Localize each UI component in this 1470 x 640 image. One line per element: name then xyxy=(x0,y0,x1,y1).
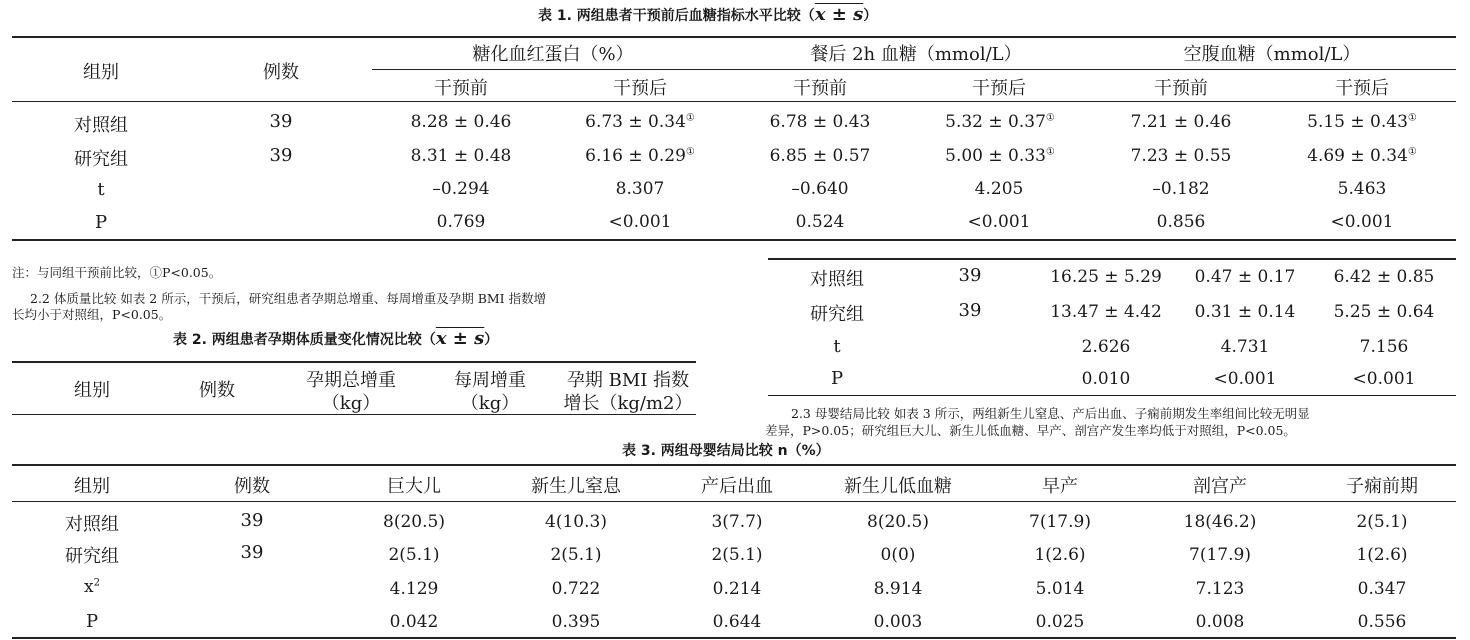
table1-cell: 6.78 ± 0.43 xyxy=(769,112,871,132)
table1-title-close: ） xyxy=(863,8,878,24)
table3-cell: 0.722 xyxy=(551,579,601,599)
table1-cell-value: 5.00 ± 0.33 xyxy=(945,146,1046,166)
table3-cell: 18(46.2) xyxy=(1183,512,1257,532)
table1-sub-header: 干预前 xyxy=(1154,78,1208,99)
table2-cell: 4.731 xyxy=(1220,337,1270,357)
table3-cell: 1(2.6) xyxy=(1356,545,1408,565)
table1-header-rule xyxy=(12,101,1456,102)
table2-title-text: 表 2. 两组患者孕期体质量变化情况比较（ xyxy=(173,332,436,348)
table3-cell: 0.008 xyxy=(1195,612,1245,632)
table1-row-label: 研究组 xyxy=(74,149,128,170)
table3-bottom-rule xyxy=(12,637,1456,639)
table1-marker: ① xyxy=(1045,146,1055,158)
table2-col-group: 组别 xyxy=(74,380,110,401)
table3-col-header: 巨大儿 xyxy=(387,476,441,497)
table1-cell: 4.205 xyxy=(974,179,1024,199)
table1-row-label: t xyxy=(97,179,105,200)
table1-cell: 0.524 xyxy=(795,212,845,232)
table3-row-label-text: x xyxy=(84,577,94,597)
table1-title xyxy=(538,4,877,25)
table3-cell: 8(20.5) xyxy=(383,512,445,532)
table1-row-label: P xyxy=(94,212,108,233)
table3-cell: 4(10.3) xyxy=(545,512,607,532)
table2-row-n: 39 xyxy=(958,300,982,321)
table3-row-label: 研究组 xyxy=(65,546,119,567)
table1-cell: 0.769 xyxy=(436,212,486,232)
table1-marker: ① xyxy=(1407,112,1417,124)
table3-cell: 0.214 xyxy=(712,579,762,599)
table3-col-header: 早产 xyxy=(1042,476,1078,497)
table3-cell: 0.644 xyxy=(712,612,762,632)
table2-row-label: 研究组 xyxy=(810,304,864,325)
table1-cell: 8.31 ± 0.48 xyxy=(410,146,512,166)
table3-cell: 7(17.9) xyxy=(1189,545,1251,565)
table2-cell: <0.001 xyxy=(1213,369,1277,389)
table1-cell: <0.001 xyxy=(1330,212,1394,232)
table1-marker: ① xyxy=(685,112,695,124)
table3-cell: 8(20.5) xyxy=(867,512,929,532)
table3-title: 表 3. 两组母婴结局比较 n（%） xyxy=(622,443,830,459)
table1-group-rule xyxy=(372,69,1456,70)
table2-title-close: ） xyxy=(484,332,499,348)
table1-marker: ① xyxy=(1045,112,1055,124)
table1-cell: 7.21 ± 0.46 xyxy=(1130,112,1232,132)
table1-cell: 7.23 ± 0.55 xyxy=(1130,146,1232,166)
table1-cell: 5.463 xyxy=(1337,179,1387,199)
table2-cell: 13.47 ± 4.42 xyxy=(1050,302,1162,322)
table2-top-rule xyxy=(12,361,696,363)
table1-sub-header: 干预后 xyxy=(972,78,1026,99)
table1-cell: <0.001 xyxy=(608,212,672,232)
section-2-2-para-cont: 长均小于对照组，P<0.05。 xyxy=(12,307,172,322)
table1-cell xyxy=(945,112,1055,132)
table3-cell: 2(5.1) xyxy=(550,545,602,565)
table3-row-label: 对照组 xyxy=(65,514,119,535)
table2-row-label: 对照组 xyxy=(810,269,864,290)
table1-stat-symbol: x ± s xyxy=(814,4,864,25)
table2-cell: 2.626 xyxy=(1081,337,1131,357)
table2-row-n: 39 xyxy=(958,265,982,286)
table3-row-label: P xyxy=(85,611,99,632)
table1-note: 注：与同组干预前比较，①P<0.05。 xyxy=(12,265,222,280)
section-2-3-para-cont: 差异，P>0.05；研究组巨大儿、新生儿低血糖、早产、剖宫产发生率均低于对照组，P<0.05。 xyxy=(765,423,1296,438)
table1-row-label: 对照组 xyxy=(74,115,128,136)
table1-row-n: 39 xyxy=(269,111,293,132)
table3-row-n: 39 xyxy=(240,510,264,531)
table2-body-top-rule xyxy=(768,258,1456,260)
table1-cell: 8.307 xyxy=(615,179,665,199)
table1-cell: –0.182 xyxy=(1152,179,1210,199)
table1-row-n: 39 xyxy=(269,145,293,166)
table1-col-n: 例数 xyxy=(263,62,299,83)
table1-cell: –0.294 xyxy=(432,179,490,199)
table3-col-header: 新生儿窒息 xyxy=(531,476,621,497)
table2-cell: 6.42 ± 0.85 xyxy=(1333,267,1435,287)
table1-cell-value: 5.15 ± 0.43 xyxy=(1307,112,1408,132)
table1-title-text: 表 1. 两组患者干预前后血糖指标水平比较（ xyxy=(538,8,815,24)
table2-cell: 0.010 xyxy=(1081,369,1131,389)
table2-cell: <0.001 xyxy=(1352,369,1416,389)
table3-col-header: 组别 xyxy=(74,476,110,497)
table2-stat-symbol: x ± s xyxy=(435,328,485,349)
table1-cell: 8.28 ± 0.46 xyxy=(410,112,512,132)
table3-row-label xyxy=(84,577,100,597)
table3-cell: 7(17.9) xyxy=(1029,512,1091,532)
table3-cell: 7.123 xyxy=(1195,579,1245,599)
table1-cell-value: 6.16 ± 0.29 xyxy=(585,146,686,166)
table1-cell xyxy=(945,146,1055,166)
table3-cell: 0(0) xyxy=(880,545,916,565)
table1-marker: ① xyxy=(1407,146,1417,158)
table3-row-label-sup: 2 xyxy=(93,577,100,589)
table3-cell: 1(2.6) xyxy=(1034,545,1086,565)
table2-col-weekly-gain-unit: （kg） xyxy=(460,393,520,414)
table3-col-header: 子痫前期 xyxy=(1346,476,1418,497)
table3-row-n: 39 xyxy=(240,542,264,563)
table2-body-bottom-rule xyxy=(768,395,1456,396)
table2-cell: 5.25 ± 0.64 xyxy=(1333,302,1435,322)
table3-top-rule xyxy=(12,464,1456,466)
table2-title xyxy=(173,328,498,349)
table2-row-label: P xyxy=(830,368,844,389)
table1-cell: 6.85 ± 0.57 xyxy=(769,146,871,166)
table3-cell: 4.129 xyxy=(389,579,439,599)
table2-col-bmi: 孕期 BMI 指数 xyxy=(566,370,690,391)
table2-row-label: t xyxy=(833,336,841,357)
table1-sub-header: 干预后 xyxy=(613,78,667,99)
table3-cell: 0.003 xyxy=(873,612,923,632)
table3-cell: 5.014 xyxy=(1035,579,1085,599)
table1-group-header: 餐后 2h 血糖（mmol/L） xyxy=(810,44,1022,65)
table3-col-header: 剖宫产 xyxy=(1193,476,1247,497)
table1-col-group: 组别 xyxy=(83,62,119,83)
table2-cell: 0.47 ± 0.17 xyxy=(1194,267,1296,287)
table1-cell: –0.640 xyxy=(791,179,849,199)
table3-col-header: 例数 xyxy=(234,476,270,497)
table3-cell: 0.395 xyxy=(551,612,601,632)
table1-bottom-rule xyxy=(12,239,1456,241)
table1-group-header: 空腹血糖（mmol/L） xyxy=(1183,44,1361,65)
table1-group-header: 糖化血红蛋白（%） xyxy=(472,44,634,65)
table3-cell: 0.347 xyxy=(1357,579,1407,599)
table2-cell: 0.31 ± 0.14 xyxy=(1194,302,1296,322)
table1-cell-value: 6.73 ± 0.34 xyxy=(585,112,686,132)
table1-cell xyxy=(585,146,695,166)
table3-cell: 2(5.1) xyxy=(388,545,440,565)
table1-cell: 0.856 xyxy=(1156,212,1206,232)
table1-marker: ① xyxy=(685,146,695,158)
table1-cell: <0.001 xyxy=(967,212,1031,232)
table1-top-rule xyxy=(12,36,1456,38)
table1-cell-value: 4.69 ± 0.34 xyxy=(1307,146,1408,166)
table3-cell: 8.914 xyxy=(873,579,923,599)
table2-col-total-gain-unit: （kg） xyxy=(321,393,381,414)
table3-cell: 2(5.1) xyxy=(1356,512,1408,532)
table3-cell: 0.556 xyxy=(1357,612,1407,632)
table2-cell: 7.156 xyxy=(1359,337,1409,357)
table1-sub-header: 干预前 xyxy=(434,78,488,99)
section-2-2-para: 2.2 体质量比较 如表 2 所示，干预后，研究组患者孕期总增重、每周增重及孕期 BMI 指数增 xyxy=(30,291,547,306)
table1-sub-header: 干预前 xyxy=(793,78,847,99)
table1-cell-value: 5.32 ± 0.37 xyxy=(945,112,1046,132)
table3-cell: 0.025 xyxy=(1035,612,1085,632)
section-2-3-para: 2.3 母婴结局比较 如表 3 所示，两组新生儿窒息、产后出血、子痫前期发生率组间比较无明显 xyxy=(791,406,1310,421)
table2-col-bmi-unit: 增长（kg/m2） xyxy=(563,393,693,414)
table3-header-rule xyxy=(12,501,1456,502)
table3-col-header: 新生儿低血糖 xyxy=(844,476,952,497)
table3-cell: 2(5.1) xyxy=(711,545,763,565)
table2-cell: 16.25 ± 5.29 xyxy=(1050,267,1162,287)
table3-cell: 0.042 xyxy=(389,612,439,632)
table1-sub-header: 干预后 xyxy=(1335,78,1389,99)
table1-cell xyxy=(1307,112,1417,132)
table2-col-n: 例数 xyxy=(199,380,235,401)
table2-col-weekly-gain: 每周增重 xyxy=(454,370,526,391)
table1-cell xyxy=(585,112,695,132)
table3-col-header: 产后出血 xyxy=(701,476,773,497)
table1-cell xyxy=(1307,146,1417,166)
table3-cell: 3(7.7) xyxy=(711,512,763,532)
table2-col-total-gain: 孕期总增重 xyxy=(306,370,396,391)
